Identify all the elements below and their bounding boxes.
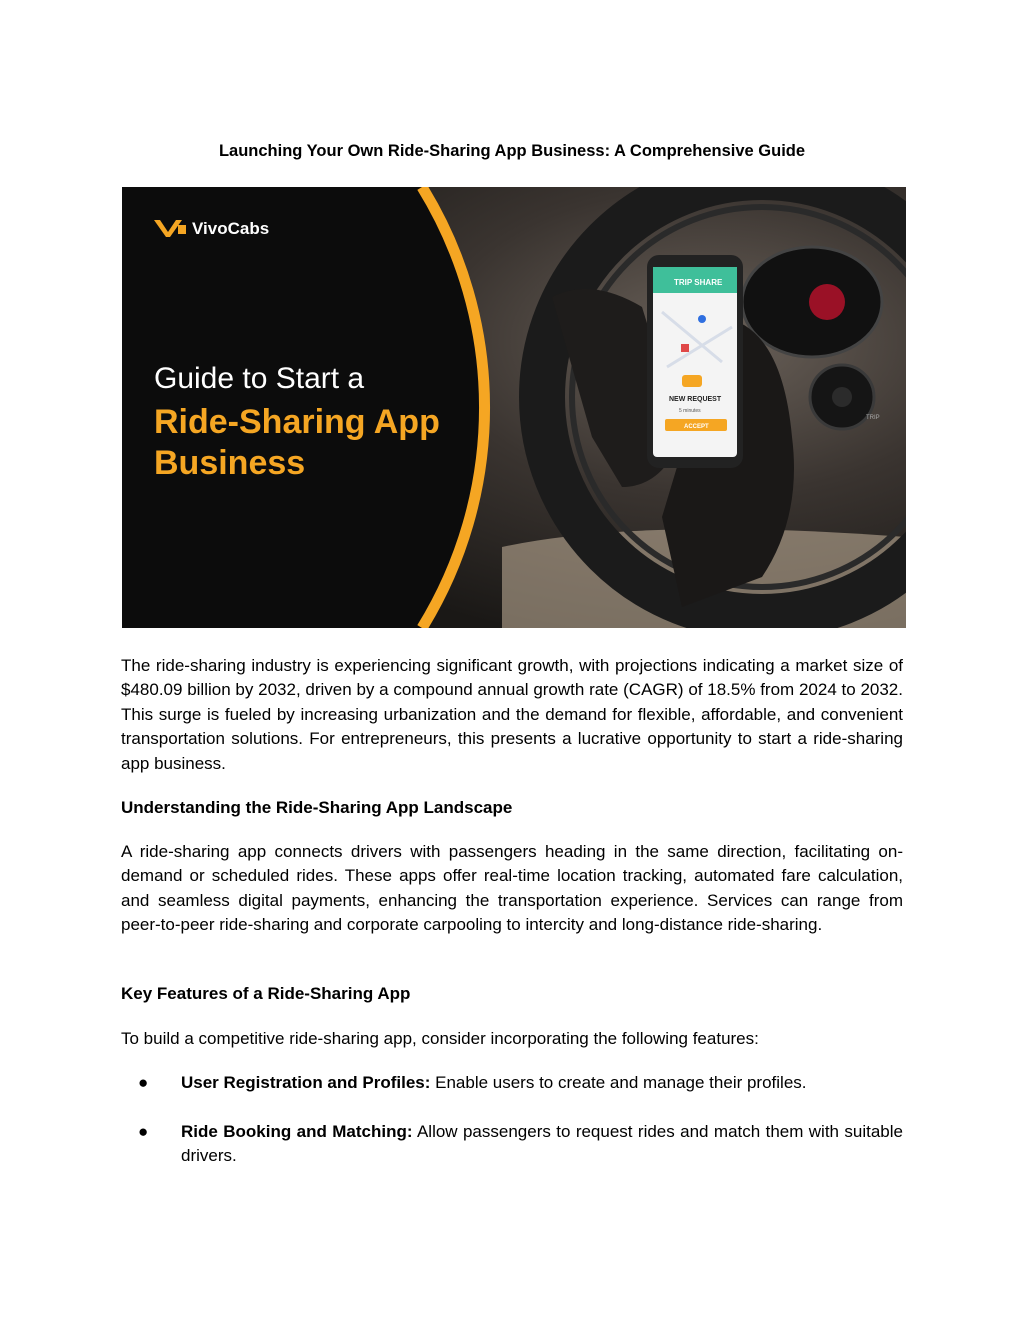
list-item-text: Allow passengers to request rides and match them with suitable drivers. [181, 1122, 903, 1166]
section-heading-landscape [121, 796, 903, 820]
banner-illustration [122, 187, 906, 628]
list-item-label: Ride Booking and Matching: [181, 1122, 413, 1141]
banner-image [122, 187, 906, 628]
landscape-paragraph-block [121, 840, 903, 938]
intro-paragraph: The ride-sharing industry is experiencing significant growth, with projections indicating a market size of $480.09 billion by 2032, driven by a compound annual growth rate (CAGR) of 18.5% from 2024 to 2032. This surge is fueled by increasing urbanization and the demand for flexible, affordable, and convenient transportation solutions. For entrepreneurs, this presents a lucrative opportunity to start a ride-sharing app business. [121, 656, 903, 773]
list-item-text: Enable users to create and manage their profiles. [430, 1073, 807, 1092]
landscape-paragraph: A ride-sharing app connects drivers with passengers heading in the same direction, facilitating on-demand or scheduled rides. These apps offer real-time location tracking, automated fare calculation, and seamless digital payments, enhancing the transportation experience. Services can range from peer-to-peer ride-sharing and corporate carpooling to intercity and long-distance ride-sharing. [121, 842, 903, 935]
section-heading-features [121, 982, 903, 1006]
list-item-label: User Registration and Profiles: [181, 1073, 431, 1092]
banner-headline-line3: Business [154, 444, 306, 482]
features-intro-block [121, 1027, 903, 1051]
bullet-marker: ● [138, 1073, 149, 1092]
phone-request-text: NEW REQUEST [669, 396, 722, 403]
phone-subtext: 5 minutes [679, 408, 701, 414]
section-heading: Understanding the Ride-Sharing App Landscape [121, 798, 513, 817]
intro-paragraph-block [121, 654, 903, 776]
document-title: Launching Your Own Ride-Sharing App Business: A Comprehensive Guide [218, 142, 806, 160]
wheel-button-label: TRIP [866, 415, 880, 421]
brand-name: VivoCabs [192, 219, 270, 238]
bullet-marker: ● [138, 1122, 149, 1141]
banner-headline-line1: Guide to Start a [154, 362, 365, 395]
features-intro-paragraph: To build a competitive ride-sharing app, consider incorporating the following features: [121, 1029, 759, 1048]
section-heading: Key Features of a Ride-Sharing App [121, 984, 411, 1003]
phone-header-text: TRIP SHARE [674, 278, 723, 287]
phone-accept-label: ACCEPT [684, 424, 709, 430]
banner-headline-line2: Ride-Sharing App [154, 403, 440, 441]
